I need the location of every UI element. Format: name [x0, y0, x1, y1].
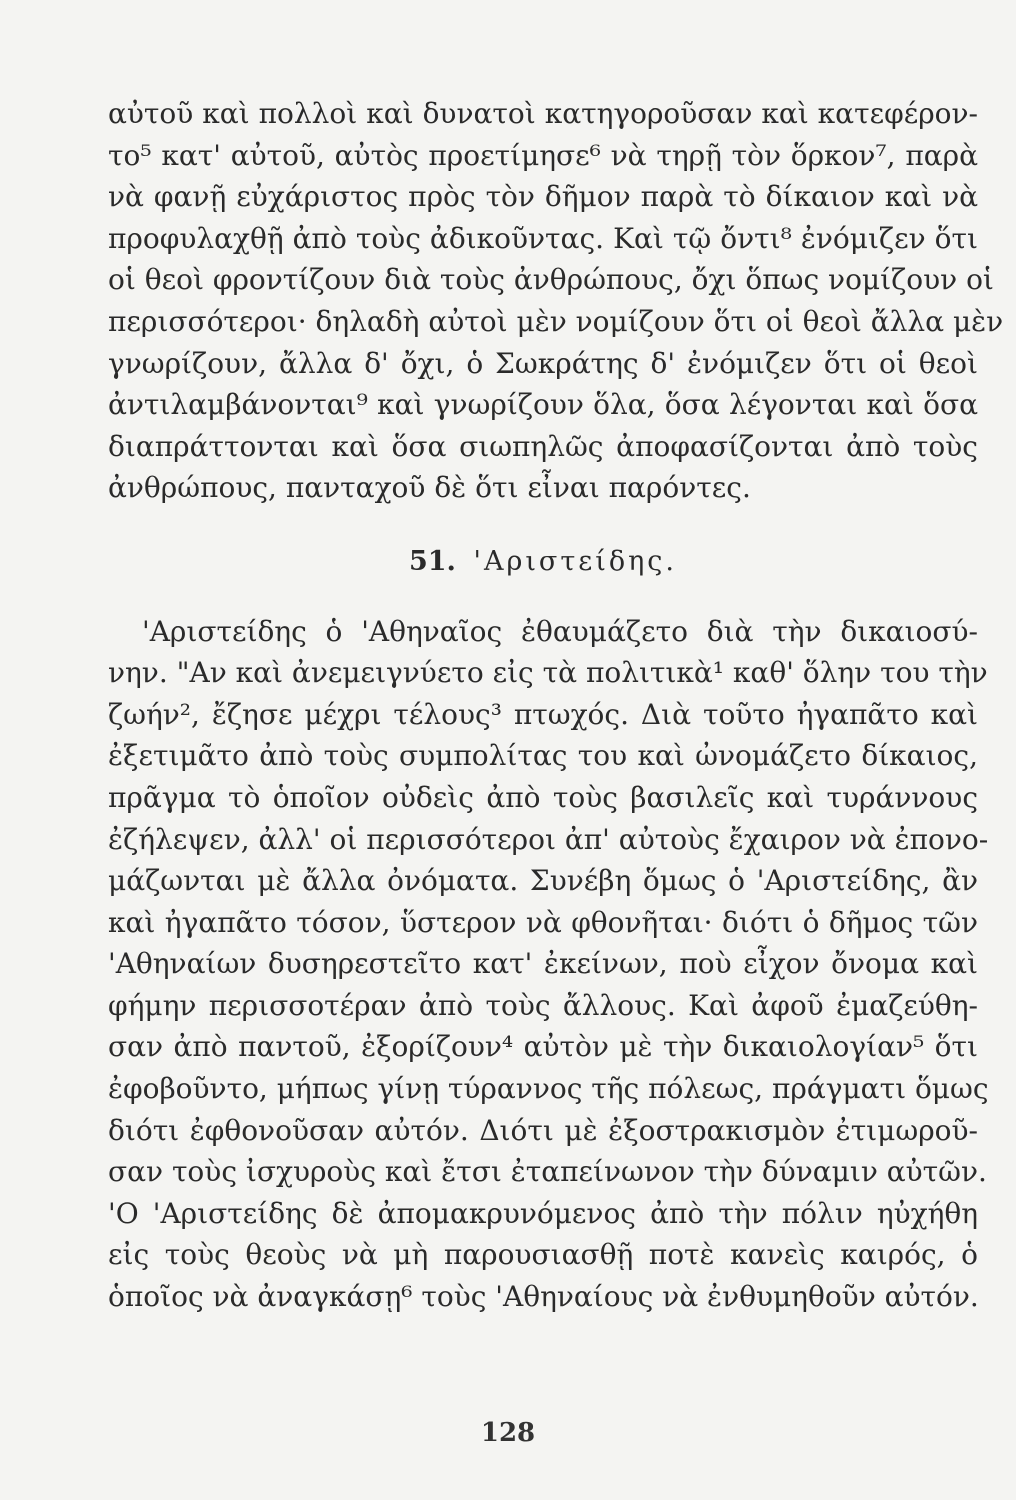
text-line: ἐξετιμᾶτο ἀπὸ τοὺς συμπολίτας του καὶ ὠνομάζετο δίκαιος,	[108, 739, 978, 773]
text-line: ὁποῖος νὰ ἀναγκάσῃ⁶ τοὺς 'Αθηναίους νὰ ἐνθυμηθοῦν αὐτόν.	[108, 1280, 979, 1314]
text-line: 'Αριστείδης ὁ 'Αθηναῖος ἐθαυμάζετο διὰ τὴν δικαιοσύ-	[142, 614, 978, 648]
text-line: διότι ἐφθονοῦσαν αὐτόν. Διότι μὲ ἐξοστρακισμὸν ἐτιμωροῦ-	[108, 1113, 978, 1147]
text-line: εἰς τοὺς θεοὺς νὰ μὴ παρουσιασθῇ ποτὲ κανεὶς καιρός, ὁ	[108, 1238, 978, 1272]
text-line: διαπράττονται καὶ ὅσα σιωπηλῶς ἀποφασίζονται ἀπὸ τοὺς	[108, 429, 978, 463]
text-line: 'Ο 'Αριστείδης δὲ ἀπομακρυνόμενος ἀπὸ τὴν πόλιν ηὐχήθη	[108, 1196, 978, 1230]
text-line: μάζωνται μὲ ἄλλα ὀνόματα. Συνέβη ὅμως ὁ 'Αριστείδης, ἂν	[108, 864, 978, 898]
text-line: ἀνθρώπους, πανταχοῦ δὲ ὅτι εἶναι παρόντες.	[108, 471, 751, 505]
text-line: οἱ θεοὶ φροντίζουν διὰ τοὺς ἀνθρώπους, ὄχι ὅπως νομίζουν οἱ	[108, 263, 994, 297]
text-line: 'Αθηναίων δυσηρεστεῖτο κατ' ἐκείνων, ποὺ εἶχον ὄνομα καὶ	[108, 947, 978, 981]
text-line: γνωρίζουν, ἄλλα δ' ὄχι, ὁ Σωκράτης δ' ἐνόμιζεν ὅτι οἱ θεοὶ	[108, 346, 978, 380]
text-line: νὰ φανῇ εὐχάριστος πρὸς τὸν δῆμον παρὰ τὸ δίκαιον καὶ νὰ	[108, 180, 978, 214]
page-number: 128	[480, 1418, 536, 1448]
section-title: 'Αριστείδης.	[473, 545, 678, 577]
text-line: ἀντιλαμβάνονται⁹ καὶ γνωρίζουν ὅλα, ὅσα λέγονται καὶ ὅσα	[108, 388, 978, 422]
text-line: αὐτοῦ καὶ πολλοὶ καὶ δυνατοὶ κατηγοροῦσαν καὶ κατεφέρον-	[108, 97, 978, 130]
text-line: ἐφοβοῦντο, μήπως γίνῃ τύραννος τῆς πόλεως, πράγματι ὅμως	[108, 1072, 989, 1106]
section-heading	[108, 541, 978, 583]
paragraph-aristeides	[108, 611, 989, 1318]
text-line: καὶ ἠγαπᾶτο τόσον, ὕστερον νὰ φθονῆται· διότι ὁ δῆμος τῶν	[108, 905, 978, 939]
text-line: το⁵ κατ' αὐτοῦ, αὐτὸς προετίμησε⁶ νὰ τηρῇ τὸν ὅρκον⁷, παρὰ	[108, 138, 978, 172]
text-line: προφυλαχθῇ ἀπὸ τοὺς ἀδικοῦντας. Καὶ τῷ ὄντι⁸ ἐνόμιζεν ὅτι	[108, 221, 978, 255]
text-line: νην. "Αν καὶ ἀνεμειγνύετο εἰς τὰ πολιτικὰ¹ καθ' ὅλην του τὴν	[108, 656, 988, 690]
text-line: φήμην περισσοτέραν ἀπὸ τοὺς ἄλλους. Καὶ ἀφοῦ ἐμαζεύθη-	[108, 988, 978, 1022]
text-line: περισσότεροι· δηλαδὴ αὐτοὶ μὲν νομίζουν ὅτι οἱ θεοὶ ἄλλα μὲν	[108, 304, 1004, 338]
text-line: ζωήν², ἔζησε μέχρι τέλους³ πτωχός. Διὰ τοῦτο ἠγαπᾶτο καὶ	[108, 697, 978, 731]
text-line: πρᾶγμα τὸ ὁποῖον οὐδεὶς ἀπὸ τοὺς βασιλεῖς καὶ τυράννους	[108, 780, 978, 814]
text-line: σαν τοὺς ἰσχυροὺς καὶ ἔτσι ἐταπείνωνον τὴν δύναμιν αὐτῶν.	[108, 1155, 987, 1189]
section-number: 51.	[408, 545, 456, 577]
text-line: σαν ἀπὸ παντοῦ, ἐξορίζουν⁴ αὐτὸν μὲ τὴν δικαιολογίαν⁵ ὅτι	[108, 1030, 978, 1064]
page-text	[108, 93, 1004, 1318]
text-line: ἐζήλεψεν, ἀλλ' οἱ περισσότεροι ἀπ' αὐτοὺς ἔχαιρον νὰ ἐπονο-	[108, 822, 989, 856]
paragraph-continuation	[108, 93, 1004, 509]
